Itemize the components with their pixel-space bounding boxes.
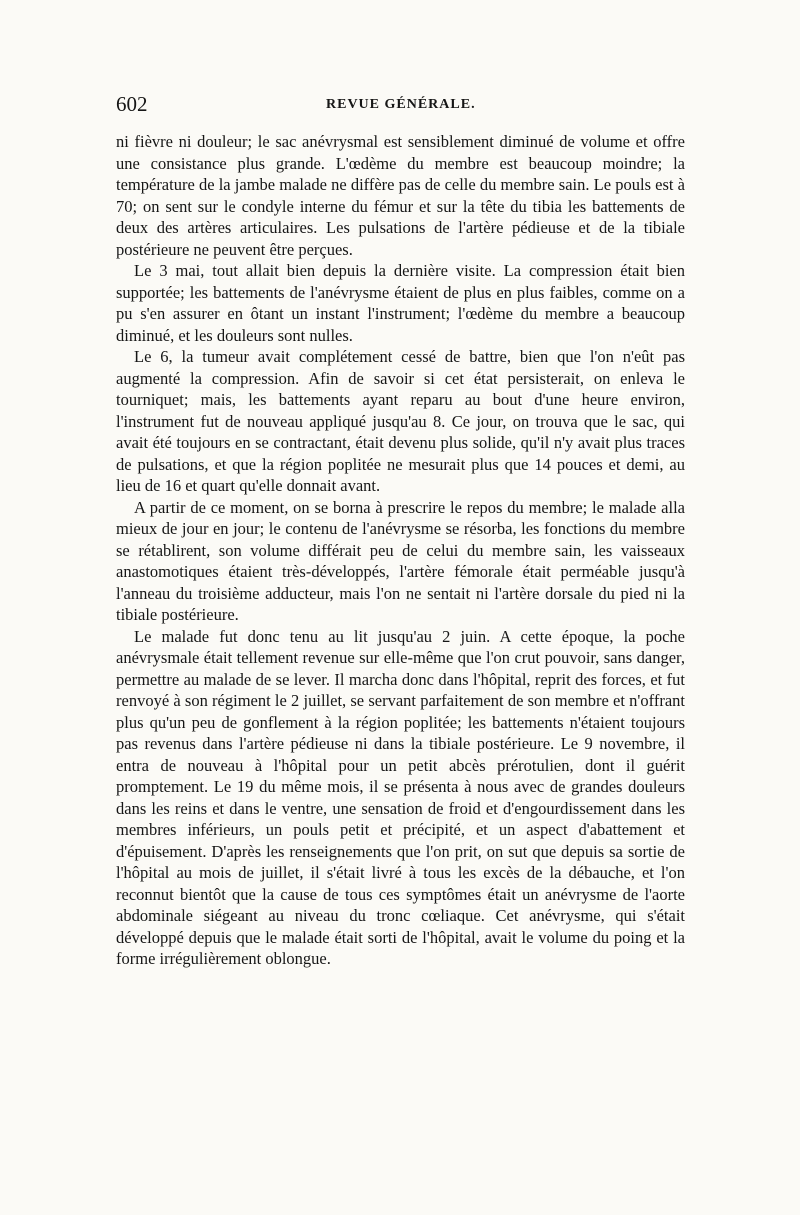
page-number: 602 [116,92,148,116]
paragraph-day-6: Le 6, la tumeur avait complétement cessé de battre, bien que l'on n'eût pas augmenté la compression. Afin de savoir si cet état persisterait, on enleva le tourniquet; mais, les battements ayant reparu au bout d'une heure environ, l'instrument fut de nouveau appliqué jusqu'au 8. Ce jour, on trouva que le sac, qui avait été toujours en se contractant, était devenu plus solide, qu'il n'y avait plus traces de pulsations, et que la région poplitée ne mesurait plus que 14 pouces et demi, au lieu de 16 et quart qu'elle donnait avant. [116,347,685,495]
paragraph-june: Le malade fut donc tenu au lit jusqu'au 2 juin. A cette époque, la poche anévrysmale était tellement revenue sur elle-même que l'on crut pouvoir, sans danger, permettre au malade de se lever. Il marcha donc dans l'hôpital, reprit des forces, et fut renvoyé à son régiment le 2 juillet, se servant parfaitement de son membre et n'offrant plus qu'un peu de gonflement à la région poplitée; les battements n'étaient toujours pas revenus dans l'artère pédieuse ni dans la tibiale postérieure. Le 9 novembre, il entra de nouveau à l'hôpital pour un petit abcès prérotulien, dont il guérit promptement. Le 19 du même mois, il se présenta à nous avec de grandes douleurs dans les reins et dans le ventre, une sensation de froid et d'engourdissement dans les membres inférieurs, un pouls petit et précipité, et un aspect d'abattement et d'épuisement. D'après les renseignements que l'on prit, on sut que depuis sa sortie de l'hôpital au mois de juillet, il s'était livré à tous les excès de la débauche, et l'on reconnut bientôt que la cause de tous ces symptômes était un anévrysme de l'aorte abdominale siégeant au niveau du tronc cœliaque. Cet anévrysme, qui s'était développé depuis que le malade était sorti de l'hôpital, avait le volume du poing et la forme irrégulièrement oblongue. [116,626,685,968]
paragraph-repos: A partir de ce moment, on se borna à prescrire le repos du membre; le malade alla mieux de jour en jour; le contenu de l'anévrysme se résorba, les fonctions du membre se rétablirent, son volume différait peu de celui du membre sain, les vaisseaux anastomotiques étaient très-développés, l'artère fémorale était perméable jusqu'à l'anneau du troisième adducteur, mais l'on ne sentait ni l'artère dorsale du pied ni la tibiale postérieure. [116,497,685,624]
paragraph-continuation: ni fièvre ni douleur; le sac anévrysmal est sensiblement diminué de volume et offre une consistance plus grande. L'œdème du membre est beaucoup moindre; la température de la jambe malade ne diffère pas de celle du membre sain. Le pouls est à 70; on sent sur le condyle interne du fémur et sur la tête du tibia les battements de deux des artères articulaires. Les pulsations de l'artère pédieuse et de la tibiale postérieure ne peuvent être perçues. [116,132,685,259]
running-head [116,92,686,120]
running-title: REVUE GÉNÉRALE. [326,97,476,112]
paragraph-may-3: Le 3 mai, tout allait bien depuis la dernière visite. La compression était bien supportée; les battements de l'anévrysme étaient de plus en plus faibles, comme on a pu s'en assurer en ôtant un instant l'instrument; l'œdème du membre a beaucoup diminué, et les douleurs sont nulles. [116,261,685,345]
body-text [116,131,685,970]
